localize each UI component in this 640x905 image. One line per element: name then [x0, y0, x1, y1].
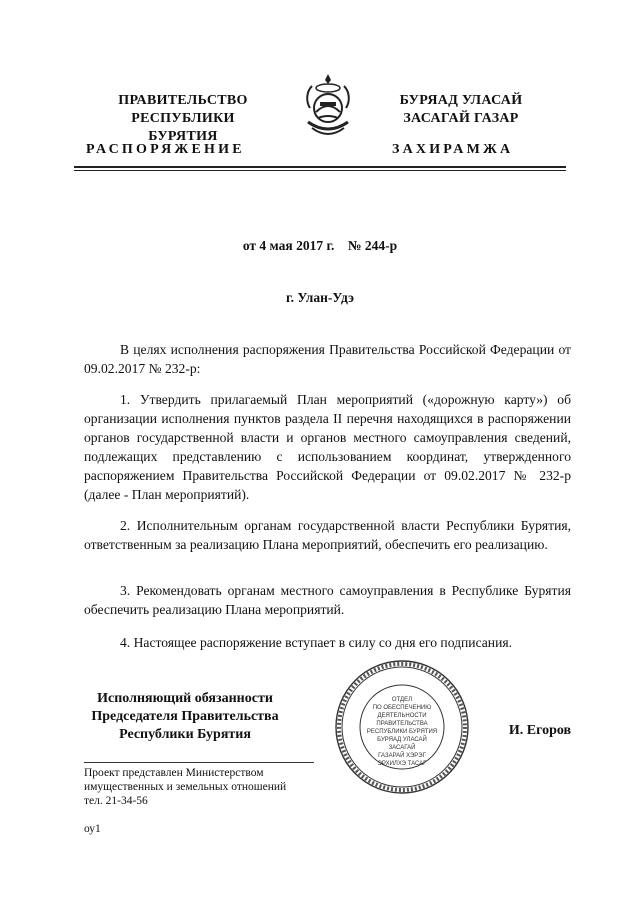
signatory-title-line2: Председателя Правительства — [91, 709, 279, 724]
signatory-title — [70, 690, 300, 744]
org-name-ru-line2: РЕСПУБЛИКИ БУРЯТИЯ — [131, 111, 235, 144]
paragraph-item-2: 2. Исполнительным органам государственной власти Республики Бурятия, ответственным за реализацию Плана мероприятий, обеспечить его реализацию. — [84, 518, 571, 552]
official-stamp — [333, 658, 471, 796]
signatory-title-line3: Республики Бурятия — [119, 727, 251, 742]
doc-type-bur: ЗАХИРАМЖА — [392, 142, 514, 157]
org-name-bur — [386, 92, 536, 128]
date-number: от 4 мая 2017 г. № 244-р — [242, 238, 398, 253]
paragraph-item-4: 4. Настоящее распоряжение вступает в силу со дня его подписания. — [120, 635, 513, 650]
org-name-ru — [98, 92, 268, 146]
footer-note — [84, 766, 324, 808]
signatory-name: И. Егоров — [508, 723, 572, 738]
doc-type-ru: РАСПОРЯЖЕНИЕ — [86, 142, 245, 157]
footer-note-line2: имущественных и земельных отношений — [84, 781, 287, 793]
header-rule-top — [74, 166, 566, 168]
stamp-inner-text: ОТДЕЛ ПО ОБЕСПЕЧЕНИЮ ДЕЯТЕЛЬНОСТИ ПРАВИТЕЛЬСТВА РЕСПУБЛИКИ БУРЯТИЯ БУРЯАД УЛАСАЙ ЗАСАГАЙ ГАЗАРАЙ ХЭРЭГ ЭРХИЛХЭ ТАСАГ — [366, 697, 438, 767]
footer-note-line1: Проект представлен Министерством — [84, 767, 264, 779]
footer-rule — [84, 762, 314, 763]
header-rule-bottom — [74, 170, 566, 171]
org-name-ru-line1: ПРАВИТЕЛЬСТВО — [118, 93, 248, 108]
org-name-bur-line2: ЗАСАГАЙ ГАЗАР — [403, 111, 519, 126]
org-name-bur-line1: БУРЯАД УЛАСАЙ — [399, 93, 523, 108]
signatory-title-line1: Исполняющий обязанности — [97, 691, 273, 706]
footer-code: оу1 — [84, 823, 101, 835]
place: г. Улан-Удэ — [286, 290, 354, 305]
coat-of-arms-emblem — [298, 72, 358, 142]
paragraph-preamble: В целях исполнения распоряжения Правительства Российской Федерации от 09.02.2017 № 232-р: — [84, 342, 571, 376]
paragraph-item-1: 1. Утвердить прилагаемый План мероприятий («дорожную карту») об организации исполнения пунктов раздела II перечня находящихся в распоряжении органов государственной власти и органов местного самоуправления сведений, подлежащих представлению с использованием координат, утвержденного распоряжением Правительства Российской Федерации от 09.02.2017 № 232-р (далее - План мероприятий). — [84, 392, 571, 502]
paragraph-item-3: 3. Рекомендовать органам местного самоуправления в Республике Бурятия обеспечить реализацию Плана мероприятий. — [84, 583, 571, 617]
footer-note-line3: тел. 21-34-56 — [84, 795, 148, 807]
